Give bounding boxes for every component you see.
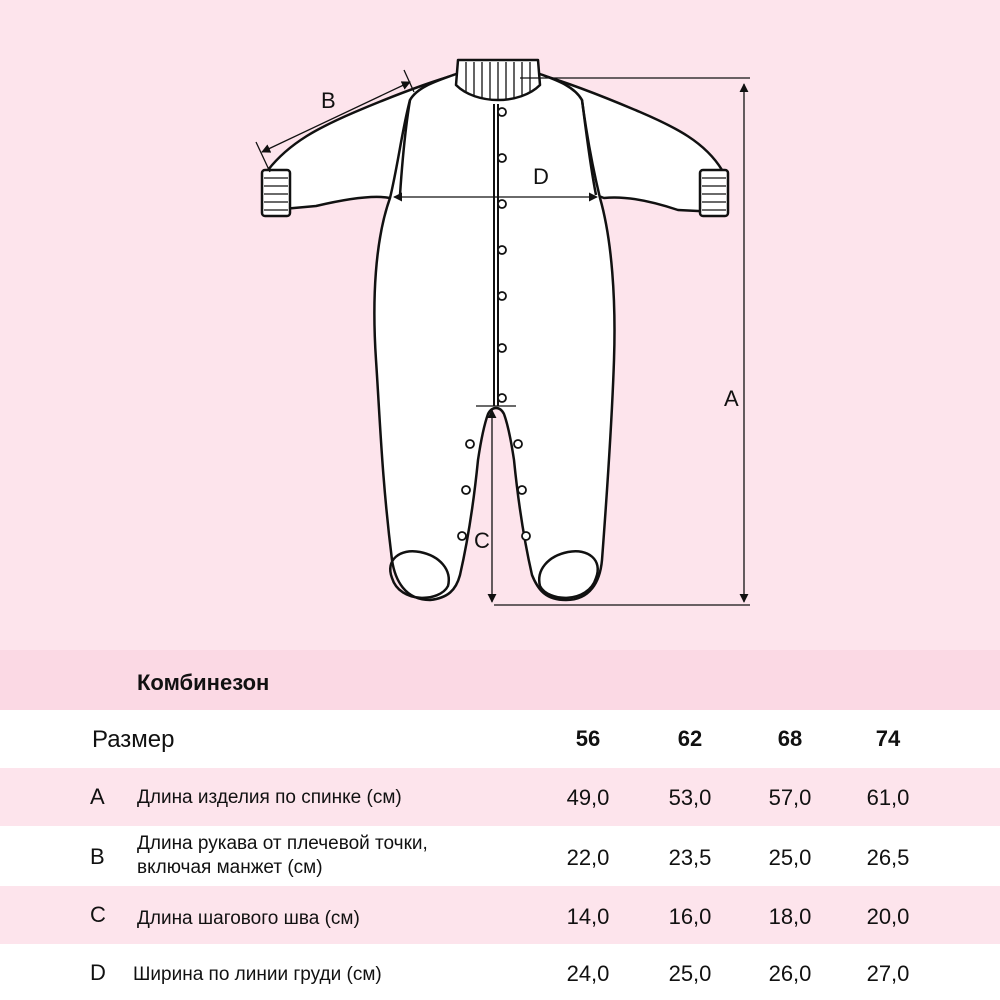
row-description: Длина шагового шва (см) xyxy=(137,908,360,929)
row-letter: A xyxy=(90,784,105,809)
row-description-line1: Длина рукава от плечевой точки, xyxy=(137,833,428,854)
row-value: 26,5 xyxy=(866,845,910,870)
table-title-band xyxy=(0,650,1000,710)
row-value: 61,0 xyxy=(866,785,910,810)
row-value: 49,0 xyxy=(566,785,610,810)
row-value: 18,0 xyxy=(768,904,812,929)
table-header-row xyxy=(0,710,1000,768)
row-description: Длина изделия по спинке (см) xyxy=(137,787,402,808)
row-description-line2: включая манжет (см) xyxy=(137,857,323,878)
size-col-56: 56 xyxy=(575,726,601,751)
row-letter: C xyxy=(90,902,106,927)
label-a: A xyxy=(724,386,739,411)
row-value: 22,0 xyxy=(566,845,610,870)
row-value: 26,0 xyxy=(768,961,812,986)
size-col-62: 62 xyxy=(677,726,703,751)
label-b: B xyxy=(321,88,336,113)
table-row-a xyxy=(0,768,1000,826)
label-c: C xyxy=(474,528,490,553)
size-col-68: 68 xyxy=(777,726,803,751)
table-row-c xyxy=(0,886,1000,944)
row-value: 57,0 xyxy=(768,785,812,810)
label-d: D xyxy=(533,164,549,189)
row-description: Ширина по линии груди (см) xyxy=(133,964,382,985)
size-table xyxy=(0,650,1000,1000)
table-row-b xyxy=(0,826,1000,886)
row-value: 14,0 xyxy=(566,904,610,929)
row-letter: B xyxy=(90,844,105,869)
size-col-74: 74 xyxy=(875,726,901,751)
size-header-label: Размер xyxy=(92,726,175,753)
row-value: 27,0 xyxy=(866,961,910,986)
row-letter: D xyxy=(90,960,106,985)
row-value: 24,0 xyxy=(566,961,610,986)
row-value: 25,0 xyxy=(768,845,812,870)
row-value: 23,5 xyxy=(668,845,712,870)
row-value: 16,0 xyxy=(668,904,712,929)
table-title: Комбинезон xyxy=(137,670,270,695)
row-value: 20,0 xyxy=(866,904,910,929)
row-value: 25,0 xyxy=(668,961,712,986)
row-value: 53,0 xyxy=(668,785,712,810)
table-row-d xyxy=(0,944,1000,1000)
